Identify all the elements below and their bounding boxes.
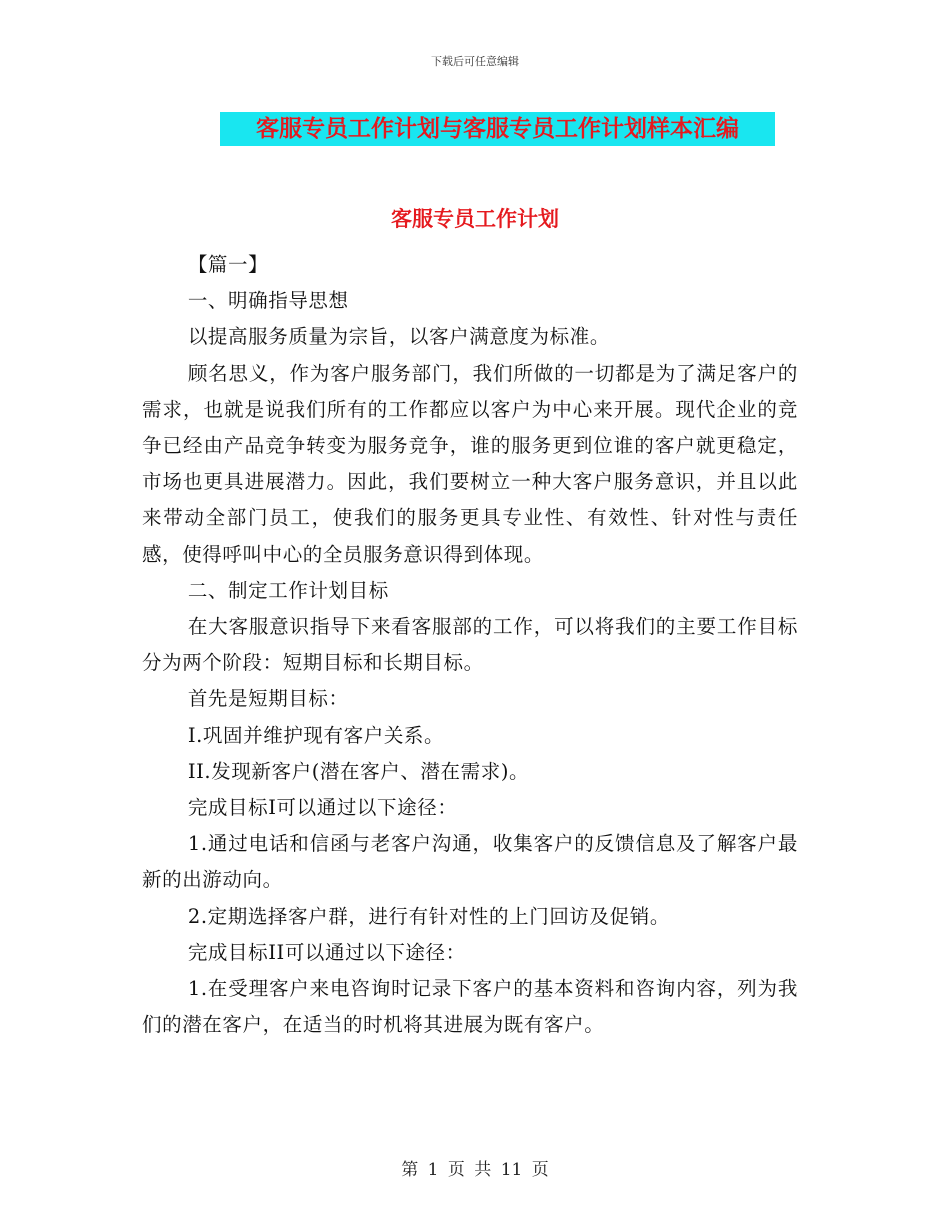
paragraph: 2.定期选择客户群，进行有针对性的上门回访及促销。 xyxy=(187,904,670,928)
paragraph: 在大客服意识指导下来看客服部的工作，可以将我们的主要工作目标分为两个阶段：短期目标和长期目标。 xyxy=(142,615,798,675)
section-title: 客服专员工作计划 xyxy=(391,207,559,231)
paragraph: 1.通过电话和信函与老客户沟通，收集客户的反馈信息及了解客户最新的出游动向。 xyxy=(142,832,798,892)
paragraph: 二、制定工作计划目标 xyxy=(187,578,389,602)
document-title: 客服专员工作计划与客服专员工作计划样本汇编 xyxy=(220,112,775,146)
paragraph: 以提高服务质量为宗旨，以客户满意度为标准。 xyxy=(187,325,610,349)
paragraph: 完成目标I可以通过以下途径： xyxy=(187,796,458,820)
page-number-footer: 第 1 页 共 11 页 xyxy=(401,1160,549,1180)
header-note: 下载后可任意编辑 xyxy=(431,55,519,68)
paragraph: II.发现新客户(潜在客户、潜在需求)。 xyxy=(187,759,530,783)
paragraph: 完成目标II可以通过以下途径： xyxy=(187,940,466,964)
paragraph: I.巩固并维护现有客户关系。 xyxy=(187,723,445,747)
body-text xyxy=(142,247,798,1043)
paragraph: 首先是短期目标： xyxy=(187,687,349,711)
paragraph: 1.在受理客户来电咨询时记录下客户的基本资料和咨询内容，列为我们的潜在客户，在适当的时机将其进展为既有客户。 xyxy=(142,977,798,1037)
paragraph: 一、明确指导思想 xyxy=(187,289,349,313)
paragraph: 顾名思义，作为客户服务部门，我们所做的一切都是为了满足客户的需求，也就是说我们所有的工作都应以客户为中心来开展。现代企业的竞争已经由产品竞争转变为服务竞争，谁的服务更到位谁的客户就更稳定，市场也更具进展潜力。因此，我们要树立一种大客户服务意识，并且以此来带动全部门员工，使我们的服务更具专业性、有效性、针对性与责任感，使得呼叫中心的全员服务意识得到体现。 xyxy=(142,361,798,566)
paragraph: 【篇一】 xyxy=(187,253,269,276)
